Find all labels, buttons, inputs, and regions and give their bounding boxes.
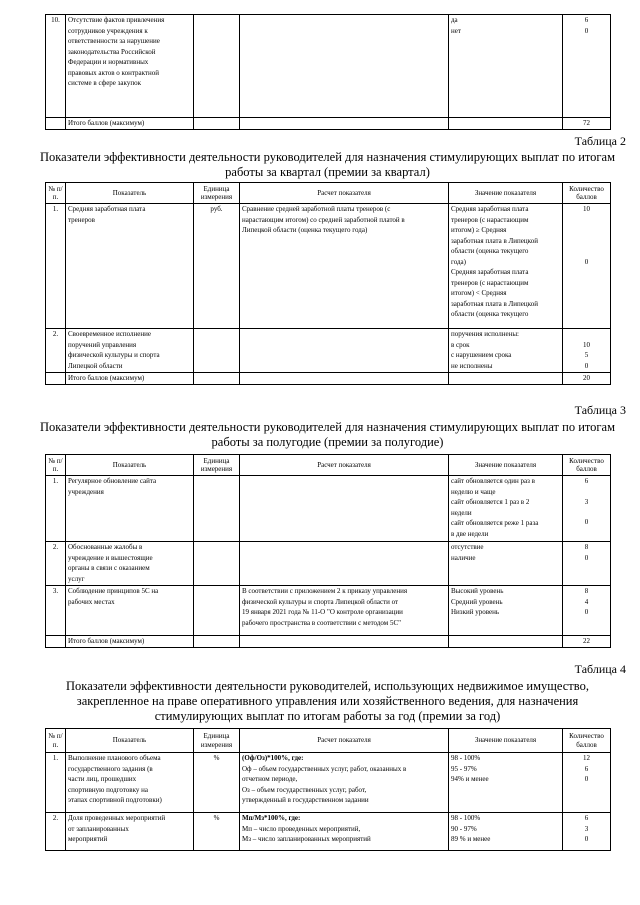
table-row xyxy=(46,329,611,373)
value-cell: 98 - 100% 95 - 97% 94% и менее xyxy=(449,753,563,813)
table-row xyxy=(46,813,611,851)
table-4-title: Показатели эффективности деятельности руководителей, использующих недвижимое имущество, закрепленное на праве оперативного управления или хозяйственного ведения, для назначения стимулирующих выплат по итогам работы за год (премии за год) xyxy=(66,679,589,723)
value-cell: да нет xyxy=(449,15,563,118)
unit-cell: руб. xyxy=(194,204,240,329)
table-4-label: Таблица 4 xyxy=(574,662,626,676)
unit-cell: % xyxy=(194,813,240,851)
row-number: 3. xyxy=(46,586,66,636)
table-header-row xyxy=(46,183,611,204)
total-label: Итого баллов (максимум) xyxy=(66,636,194,648)
calc-cell xyxy=(240,15,449,118)
row-number: 1. xyxy=(46,204,66,329)
header-points: Количество баллов xyxy=(563,729,611,753)
value-cell: 98 - 100% 90 - 97% 89 % и менее xyxy=(449,813,563,851)
calc-cell: (Оф/Оз)*100%, где: Оф – объем государственных услуг, работ, оказанных в отчетном периоде, Оз – объем государственных услуг, работ, утвержденный в государственном задании xyxy=(240,753,449,813)
header-name: Показатель xyxy=(66,183,194,204)
points-cell: 6 3 0 xyxy=(563,813,611,851)
table-row xyxy=(46,204,611,329)
row-number: 1. xyxy=(46,476,66,542)
points-cell: 10 5 0 xyxy=(563,329,611,373)
row-number: 2. xyxy=(46,813,66,851)
table-row xyxy=(46,542,611,586)
table-3-title: Показатели эффективности деятельности руководителей для назначения стимулирующих выплат по итогам работы за полугодие (премии за полугодие) xyxy=(40,420,616,449)
total-label: Итого баллов (максимум) xyxy=(66,373,194,385)
table-header-row xyxy=(46,729,611,753)
value-cell: сайт обновляется один раз в неделю и чаще сайт обновляется 1 раз в 2 недели сайт обновляется реже 1 раза в две недели xyxy=(449,476,563,542)
indicator-name: Обоснованные жалобы в учреждение и вышестоящие органы в связи с оказанием услуг xyxy=(66,542,194,586)
points-cell: 6 0 xyxy=(563,15,611,118)
header-unit: Единица измерения xyxy=(194,183,240,204)
calc-cell: Сравнение средней заработной платы тренеров (с нарастающим итогом) со средней заработной платой в Липецкой области (оценка текущего года) xyxy=(240,204,449,329)
table-4 xyxy=(45,728,611,851)
indicator-name: Регулярное обновление сайта учреждения xyxy=(66,476,194,542)
header-points: Количество баллов xyxy=(563,455,611,476)
points-cell: 8 0 xyxy=(563,542,611,586)
points-cell: 8 4 0 xyxy=(563,586,611,636)
indicator-name: Соблюдение принципов 5С на рабочих местах xyxy=(66,586,194,636)
indicator-name: Доля проведенных мероприятий от запланированных мероприятий xyxy=(66,813,194,851)
unit-cell xyxy=(194,586,240,636)
header-value: Значение показателя xyxy=(449,729,563,753)
table-row xyxy=(46,15,611,118)
row-number: 10. xyxy=(46,15,66,118)
calc-cell xyxy=(240,329,449,373)
header-calc: Расчет показателя xyxy=(240,455,449,476)
calc-cell xyxy=(240,476,449,542)
indicator-name: Выполнение планового объема государственного задания (в части лиц, прошедших спортивную подготовку на этапах спортивной подготовки) xyxy=(66,753,194,813)
total-row xyxy=(46,373,611,385)
calc-cell xyxy=(240,542,449,586)
points-cell: 6 3 0 xyxy=(563,476,611,542)
header-unit: Единица измерения xyxy=(194,455,240,476)
unit-cell xyxy=(194,329,240,373)
header-value: Значение показателя xyxy=(449,183,563,204)
total-row xyxy=(46,636,611,648)
total-value: 72 xyxy=(563,118,611,130)
row-number: 2. xyxy=(46,329,66,373)
table-1-continuation xyxy=(45,14,611,130)
indicator-name: Отсутствие фактов привлечения сотрудников учреждения к ответственности за нарушение законодательства Российской Федерации и нормативных правовых актов о контрактной системе в сфере закупок xyxy=(66,15,194,118)
unit-cell xyxy=(194,15,240,118)
table-3-label: Таблица 3 xyxy=(574,403,626,417)
row-number: 1. xyxy=(46,753,66,813)
total-value: 20 xyxy=(563,373,611,385)
indicator-name: Средняя заработная плата тренеров xyxy=(66,204,194,329)
header-calc: Расчет показателя xyxy=(240,729,449,753)
value-cell: отсутствие наличие xyxy=(449,542,563,586)
table-row xyxy=(46,586,611,636)
unit-cell xyxy=(194,476,240,542)
header-num: № п/п. xyxy=(46,455,66,476)
points-cell: 10 0 xyxy=(563,204,611,329)
indicator-name: Своевременное исполнение поручений управления физической культуры и спорта Липецкой области xyxy=(66,329,194,373)
header-name: Показатель xyxy=(66,729,194,753)
table-row xyxy=(46,753,611,813)
calc-cell: В соответствии с приложением 2 к приказу управления физической культуры и спорта Липецкой области от 19 января 2021 года № 11-О "О контроле организации рабочего пространства в соответствии с методом 5С" xyxy=(240,586,449,636)
total-value: 22 xyxy=(563,636,611,648)
value-cell: Высокий уровень Средний уровень Низкий уровень xyxy=(449,586,563,636)
table-row xyxy=(46,476,611,542)
table-2 xyxy=(45,182,611,385)
table-2-label: Таблица 2 xyxy=(574,134,626,148)
calc-cell: Мп/Мз*100%, где: Мп – число проведенных мероприятий, Мз – число запланированных мероприятий xyxy=(240,813,449,851)
row-number: 2. xyxy=(46,542,66,586)
total-label: Итого баллов (максимум) xyxy=(66,118,194,130)
unit-cell xyxy=(194,542,240,586)
header-unit: Единица измерения xyxy=(194,729,240,753)
value-cell: Средняя заработная плата тренеров (с нарастающим итогом) ≥ Средняя заработная плата в Липецкой области (оценка текущего года) Средняя заработная плата тренеров (с нарастающим итогом) < Средняя заработная плата в Липецкой области (оценка текущего xyxy=(449,204,563,329)
header-name: Показатель xyxy=(66,455,194,476)
total-row xyxy=(46,118,611,130)
header-value: Значение показателя xyxy=(449,455,563,476)
table-3 xyxy=(45,454,611,648)
table-header-row xyxy=(46,455,611,476)
unit-cell: % xyxy=(194,753,240,813)
table-2-title: Показатели эффективности деятельности руководителей для назначения стимулирующих выплат по итогам работы за квартал (премии за квартал) xyxy=(40,150,616,179)
header-calc: Расчет показателя xyxy=(240,183,449,204)
points-cell: 12 6 0 xyxy=(563,753,611,813)
header-num: № п/п. xyxy=(46,729,66,753)
value-cell: поручения исполнены: в срок с нарушением срока не исполнены xyxy=(449,329,563,373)
header-points: Количество баллов xyxy=(563,183,611,204)
header-num: № п/п. xyxy=(46,183,66,204)
